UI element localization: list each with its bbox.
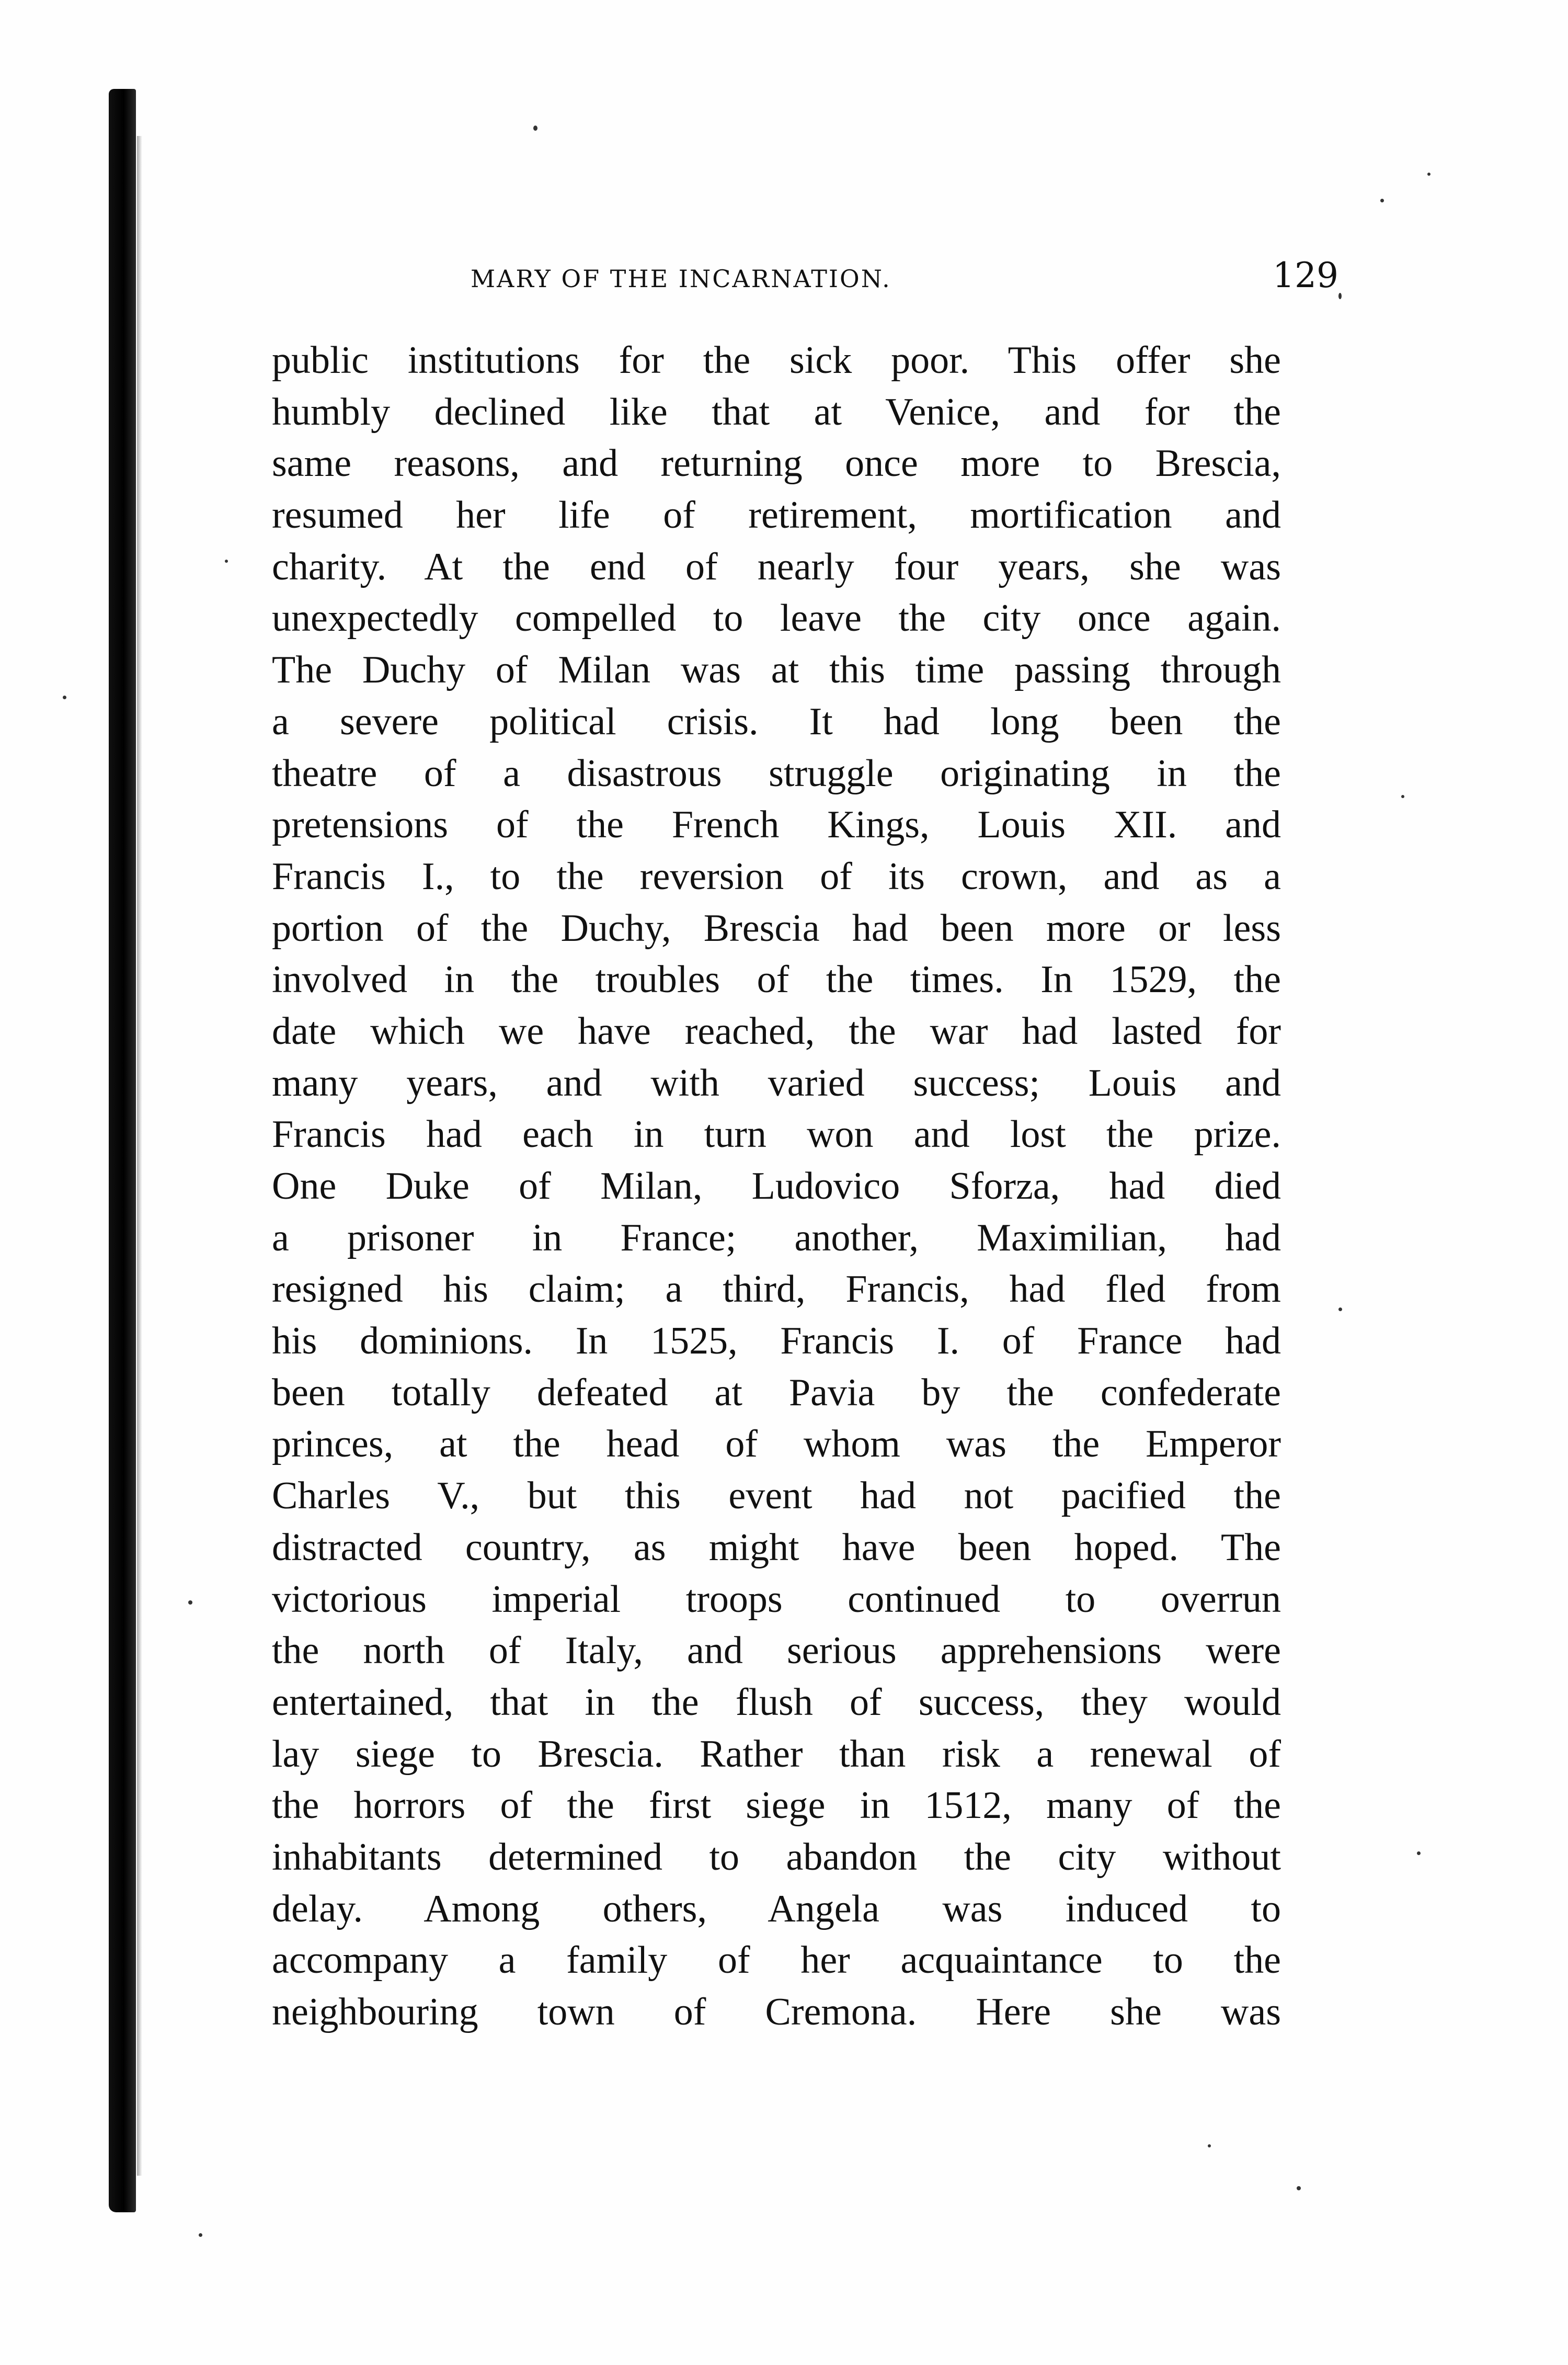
scan-speck [225, 560, 228, 563]
text-line: inhabitants determined to abandon the city without [272, 1835, 1281, 1879]
body-text [272, 335, 1281, 2038]
text-line: One Duke of Milan, Ludovico Sforza, had died [272, 1165, 1281, 1208]
text-line: victorious imperial troops continued to overrun [272, 1577, 1281, 1621]
scan-speck [188, 1600, 192, 1605]
text-line: delay. Among others, Angela was induced to [272, 1887, 1281, 1930]
text-line: date which we have reached, the war had lasted for [272, 1009, 1281, 1053]
scan-speck [1208, 2144, 1211, 2147]
text-line: same reasons, and returning once more to Brescia, [272, 442, 1281, 485]
text-line: Francis had each in turn won and lost the prize. [272, 1113, 1281, 1156]
page-header [471, 255, 1338, 313]
text-line: Charles V., but this event had not pacified the [272, 1474, 1281, 1518]
text-line: accompany a family of her acquaintance to the [272, 1939, 1281, 1982]
spine-shadow [137, 136, 142, 2176]
text-line: involved in the troubles of the times. In 1529, the [272, 958, 1281, 1002]
text-line: his dominions. In 1525, Francis I. of France had [272, 1320, 1281, 1363]
text-line: the horrors of the first siege in 1512, many of the [272, 1784, 1281, 1827]
text-line: distracted country, as might have been hoped. The [272, 1526, 1281, 1569]
text-line: humbly declined like that at Venice, and for the [272, 390, 1281, 434]
text-line: resigned his claim; a third, Francis, had fled from [272, 1268, 1281, 1311]
book-spine-edge [109, 89, 136, 2212]
scan-speck [63, 696, 66, 699]
scan-speck [1380, 199, 1384, 202]
scan-speck [1427, 173, 1430, 176]
text-line: neighbouring town of Cremona. Here she was [272, 1991, 1281, 2033]
text-line: unexpectedly compelled to leave the city once again. [272, 597, 1281, 640]
scan-speck [1338, 1307, 1342, 1311]
scan-speck [199, 2233, 202, 2237]
page-number: 129 [1273, 255, 1338, 295]
text-line: portion of the Duchy, Brescia had been more or less [272, 906, 1281, 950]
text-line: many years, and with varied success; Louis and [272, 1061, 1281, 1105]
text-line: a prisoner in France; another, Maximilian, had [272, 1216, 1281, 1259]
scan-speck [1401, 795, 1404, 798]
text-line: resumed her life of retirement, mortification and [272, 494, 1281, 537]
scan-speck [1417, 1851, 1421, 1855]
text-line: princes, at the head of whom was the Emperor [272, 1423, 1281, 1466]
text-line: lay siege to Brescia. Rather than risk a renewal of [272, 1732, 1281, 1776]
text-line: a severe political crisis. It had long been the [272, 700, 1281, 743]
scan-speck [1297, 2186, 1301, 2190]
text-line: been totally defeated at Pavia by the confederate [272, 1371, 1281, 1414]
text-line: entertained, that in the flush of success, they would [272, 1680, 1281, 1724]
text-line: the north of Italy, and serious apprehensions were [272, 1629, 1281, 1673]
scan-speck [533, 126, 537, 131]
scan-speck [1338, 293, 1342, 299]
text-line: pretensions of the French Kings, Louis XII. and [272, 803, 1281, 847]
running-title: MARY OF THE INCARNATION. [471, 265, 891, 293]
text-line: theatre of a disastrous struggle originating in the [272, 752, 1281, 795]
text-line: public institutions for the sick poor. This offer she [272, 339, 1281, 382]
text-line: Francis I., to the reversion of its crown, and as a [272, 855, 1281, 898]
text-line: The Duchy of Milan was at this time passing through [272, 649, 1281, 692]
text-line: charity. At the end of nearly four years, she was [272, 545, 1281, 588]
